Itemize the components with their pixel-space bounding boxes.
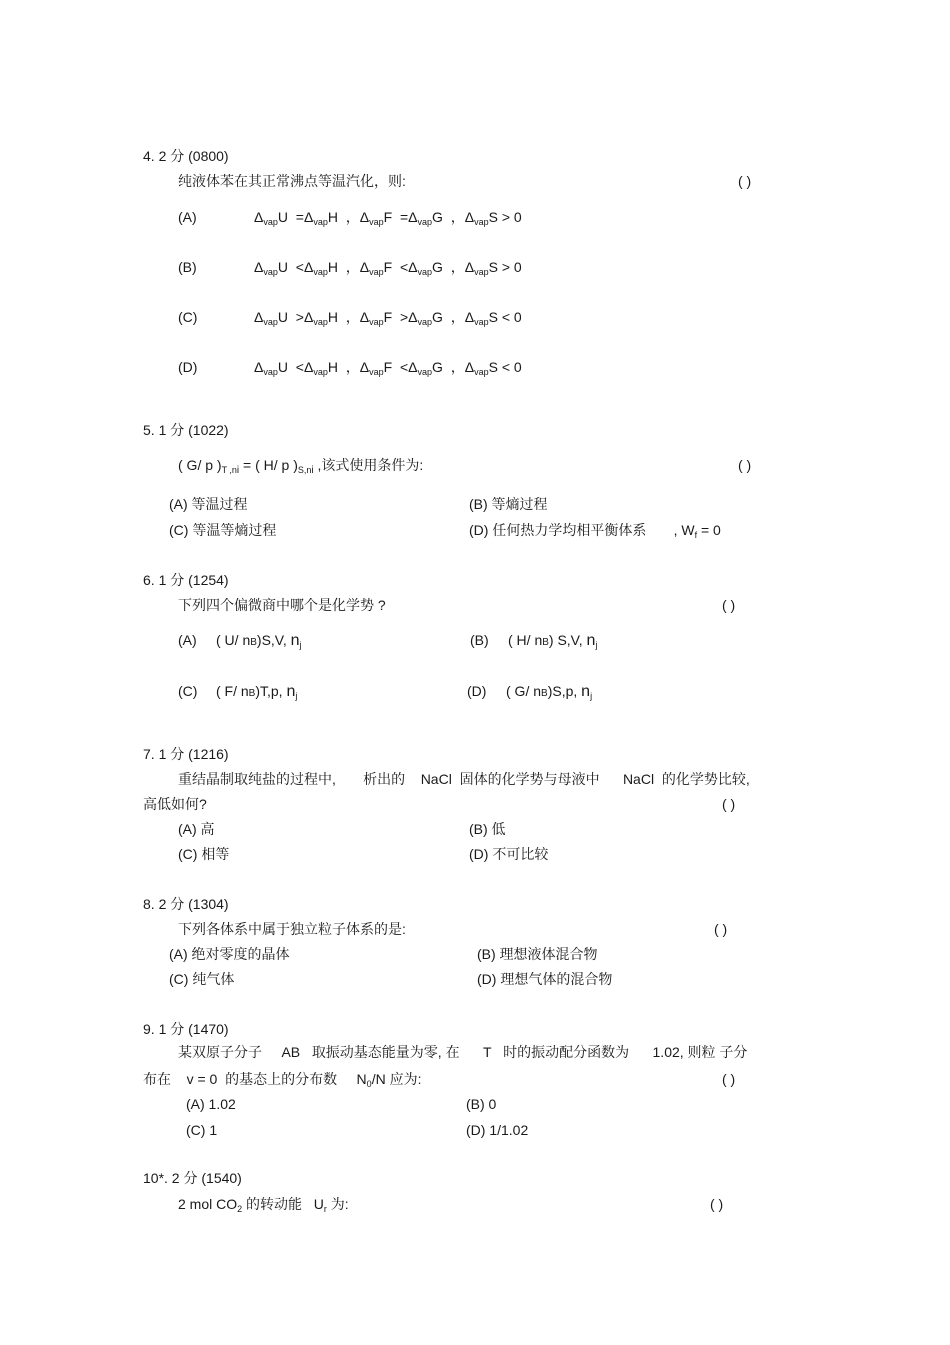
q5-option-d: (D) 任何热力学均相平衡体系 , $W_f = 0$ [469,522,721,540]
option-formula: $\Delta_{vap}U >\Delta_{vap}H$ ，$\Delta_{vap}F >\Delta_{vap}G$ ，$\Delta_{vap}S < 0$ [254,309,522,327]
q4-answer-paren: ( ) [738,173,752,189]
q7-option-d: (D) 不可比较 [469,846,549,862]
q7-option-a: (A) 高 [178,821,215,837]
q5-option-b: (B) 等熵过程 [469,496,548,512]
option-formula: $\Delta_{vap}U <\Delta_{vap}H$ ，$\Delta_{vap}F <\Delta_{vap}G$ ，$\Delta_{vap}S < 0$ [254,359,522,377]
q8-option-a: (A) 绝对零度的晶体 [169,946,290,962]
q8-option-b: (B) 理想液体混合物 [477,946,598,962]
q9-option-b: (B) 0 [466,1096,497,1112]
q7-answer-paren: ( ) [722,796,736,812]
q6-option-c-label: (C) [178,683,198,699]
q10-answer-paren: ( ) [710,1196,724,1212]
option-label: (A) [178,209,197,225]
q5-option-a: (A) 等温过程 [169,496,248,512]
q4-header: 4. 2 分 (0800) [143,148,229,164]
q4-stem: 纯液体苯在其正常沸点等温汽化，则: [178,173,406,189]
q7-stem-line2: 高低如何? [143,796,207,812]
q6-option-c-expr: ( F/ nB)T,p, $n_j$ [216,683,298,701]
q8-option-d: (D) 理想气体的混合物 [477,971,613,987]
q9-option-c: (C) 1 [186,1122,218,1138]
q7-option-b: (B) 低 [469,821,506,837]
q9-header: 9. 1 分 (1470) [143,1021,229,1037]
option-label: (D) [178,359,198,375]
q6-option-d-expr: ( G/ nB)S,p, $n_j$ [506,683,593,701]
q9-option-d: (D) 1/1.02 [466,1122,529,1138]
q7-header: 7. 1 分 (1216) [143,746,229,762]
option-formula: $\Delta_{vap}U <\Delta_{vap}H$ ，$\Delta_{vap}F <\Delta_{vap}G$ ，$\Delta_{vap}S > 0$ [254,259,522,277]
q5-equation: ( G/ p )$_{T ,ni}$ = ( H/ p )$_{S,ni}$ ,该式使用条件为: [178,457,424,476]
q7-option-c: (C) 相等 [178,846,230,862]
q5-header: 5. 1 分 (1022) [143,422,229,438]
q10-header: 10*. 2 分 (1540) [143,1170,242,1186]
option-formula: $\Delta_{vap}U =\Delta_{vap}H$ ，$\Delta_{vap}F =\Delta_{vap}G$ ，$\Delta_{vap}S > 0$ [254,209,522,227]
q6-answer-paren: ( ) [722,597,736,613]
q10-stem: 2 mol $CO_2$ 的转动能 $U_r$ 为: [178,1196,349,1214]
q8-header: 8. 2 分 (1304) [143,896,229,912]
q6-option-a-label: (A) [178,632,197,648]
q8-answer-paren: ( ) [714,921,728,937]
q6-option-b-expr: ( H/ nB) S,V, $n_j$ [508,632,598,650]
q9-option-a: (A) 1.02 [186,1096,236,1112]
q6-stem: 下列四个偏微商中哪个是化学势 ? [178,597,386,613]
q6-option-b-label: (B) [470,632,489,648]
q5-answer-paren: ( ) [738,457,752,473]
q5-option-c: (C) 等温等熵过程 [169,522,277,538]
option-label: (C) [178,309,198,325]
q6-option-a-expr: ( U/ nB)S,V, $n_j$ [216,632,302,650]
q6-header: 6. 1 分 (1254) [143,572,229,588]
q8-option-c: (C) 纯气体 [169,971,235,987]
q9-answer-paren: ( ) [722,1071,736,1087]
q9-stem-line1: 某双原子分子 AB 取振动基态能量为零, 在 T 时的振动配分函数为 1.02, 则粒 子分 [178,1044,748,1060]
q7-stem-line1: 重结晶制取纯盐的过程中, 析出的 NaCl 固体的化学势与母液中 NaCl 的化学势比较, [178,771,750,787]
q9-stem-line2: 布在 v = 0 的基态上的分布数 $N_0/N$ 应为: [143,1071,422,1089]
option-label: (B) [178,259,197,275]
q8-stem: 下列各体系中属于独立粒子体系的是: [178,921,406,937]
q6-option-d-label: (D) [467,683,487,699]
